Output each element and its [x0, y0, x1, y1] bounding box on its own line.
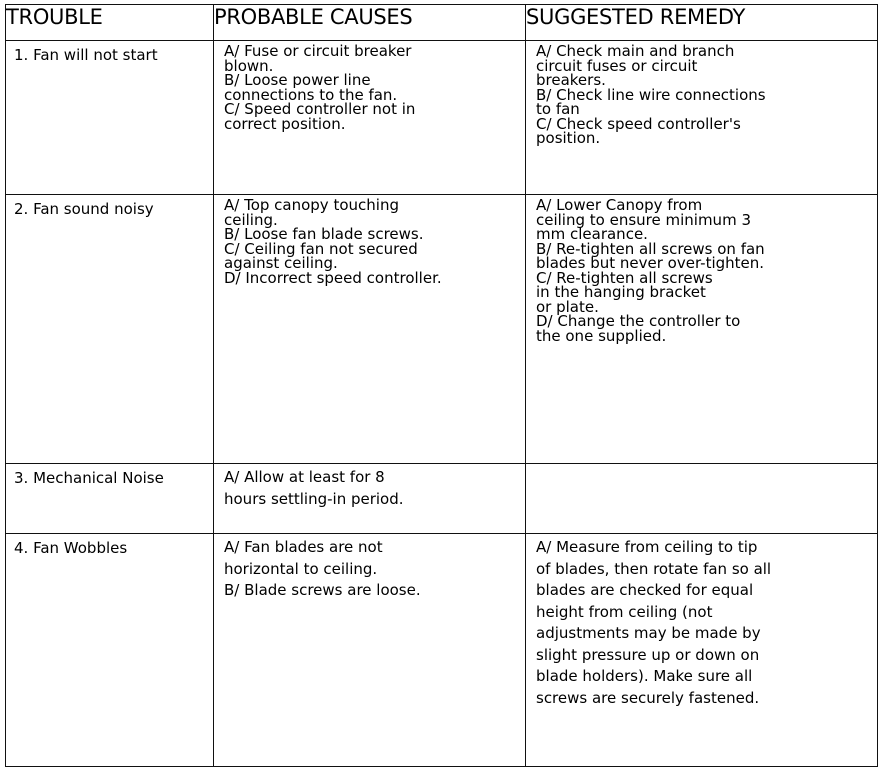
- causes-cell: [214, 195, 526, 464]
- cause-line: B/ Loose power line: [224, 71, 371, 89]
- cause-line: C/ Ceiling fan not secured: [224, 239, 418, 258]
- remedy-cell: [526, 464, 878, 534]
- causes-cell: [214, 534, 526, 767]
- remedy-line: to fan: [536, 100, 580, 118]
- cause-line: A/ Fan blades are not: [224, 538, 383, 556]
- remedy-line: B/ Re-tighten all screws on fan: [536, 239, 765, 258]
- table-row: [6, 41, 878, 195]
- table-row: [6, 195, 878, 464]
- header-trouble: TROUBLE: [6, 5, 214, 41]
- cause-line: A/ Fuse or circuit breaker: [224, 42, 412, 60]
- trouble-cell: 2. Fan sound noisy: [6, 195, 214, 464]
- trouble-cell: 1. Fan will not start: [6, 41, 214, 195]
- cause-line: against ceiling.: [224, 254, 338, 272]
- remedy-line: the one supplied.: [536, 326, 667, 345]
- remedy-line: of blades, then rotate fan so all: [536, 559, 772, 578]
- remedy-line: mm clearance.: [536, 225, 648, 243]
- remedy-line: screws are securely fastened.: [536, 688, 760, 707]
- cause-line: hours settling-in period.: [224, 489, 404, 508]
- remedy-line: C/ Check speed controller's: [536, 114, 741, 133]
- cause-line: connections to the fan.: [224, 85, 398, 104]
- table-header-row: [6, 5, 878, 41]
- cause-line: ceiling.: [224, 210, 278, 229]
- remedy-line: position.: [536, 129, 601, 147]
- header-probable-causes: PROBABLE CAUSES: [214, 5, 526, 41]
- causes-cell: [214, 41, 526, 195]
- remedy-line: B/ Check line wire connections: [536, 85, 766, 104]
- remedy-line: A/ Lower Canopy from: [536, 196, 703, 214]
- cause-line: D/ Incorrect speed controller.: [224, 268, 442, 287]
- remedy-line: slight pressure up or down on: [536, 645, 760, 664]
- trouble-cell: 3. Mechanical Noise: [6, 464, 214, 534]
- remedy-line: ceiling to ensure minimum 3: [536, 210, 751, 229]
- remedy-line: circuit fuses or circuit: [536, 56, 698, 75]
- cause-line: blown.: [224, 56, 274, 75]
- remedy-line: adjustments may be made by: [536, 624, 761, 642]
- remedy-line: height from ceiling (not: [536, 602, 713, 621]
- remedy-line: blades are checked for equal: [536, 581, 754, 599]
- cause-line: correct position.: [224, 114, 346, 133]
- trouble-cell: 4. Fan Wobbles: [6, 534, 214, 767]
- remedy-line: A/ Check main and branch: [536, 42, 735, 60]
- cause-line: B/ Loose fan blade screws.: [224, 225, 424, 243]
- cause-line: C/ Speed controller not in: [224, 100, 416, 118]
- causes-cell: [214, 464, 526, 534]
- remedy-line: blades but never over-tighten.: [536, 254, 765, 272]
- remedy-line: C/ Re-tighten all screws: [536, 268, 713, 287]
- remedy-line: A/ Measure from ceiling to tip: [536, 538, 758, 556]
- cause-line: A/ Top canopy touching: [224, 196, 399, 214]
- remedy-line: breakers.: [536, 71, 606, 89]
- remedy-cell: [526, 195, 878, 464]
- remedy-line: blade holders). Make sure all: [536, 667, 753, 685]
- cause-line: horizontal to ceiling.: [224, 559, 378, 578]
- remedy-line: or plate.: [536, 297, 599, 316]
- cause-line: B/ Blade screws are loose.: [224, 581, 421, 599]
- troubleshooting-table: [5, 4, 878, 767]
- table-row: [6, 464, 878, 534]
- header-suggested-remedy: SUGGESTED REMEDY: [526, 5, 878, 41]
- cause-line: A/ Allow at least for 8: [224, 468, 385, 486]
- remedy-cell: [526, 534, 878, 767]
- remedy-cell: [526, 41, 878, 195]
- table-row: [6, 534, 878, 767]
- remedy-line: in the hanging bracket: [536, 283, 706, 301]
- remedy-line: D/ Change the controller to: [536, 312, 741, 330]
